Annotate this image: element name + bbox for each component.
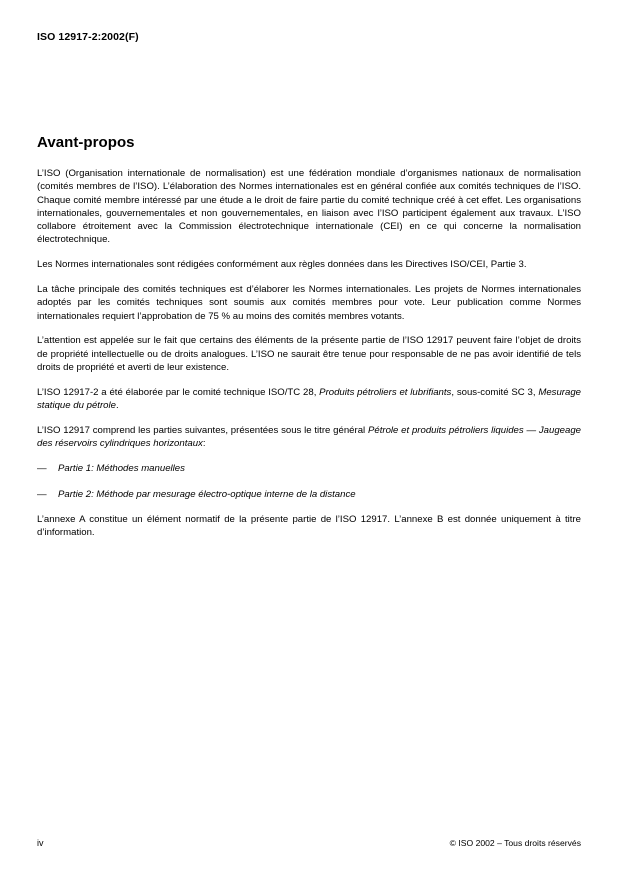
general-title: Pétrole et produits pétroliers liquides — Jaugeage des réservoirs cylindriques horizontaux <box>37 424 581 450</box>
paragraph-patent-rights: L’attention est appelée sur le fait que certains des éléments de la présente partie de l’ISO 12917 peuvent faire l’objet de droits de propriété intellectuelle ou de droits analogues. L’ISO ne saurait être tenue pour responsable de ne pas avoir identifié de tels droits de propriété et averti de leur existence. <box>37 335 581 374</box>
em-dash-marker: — <box>37 463 47 475</box>
paragraph-iso-description: L’ISO (Organisation internationale de normalisation) est une fédération mondiale d’organismes nationaux de normalisation (comités membres de l’ISO). L’élaboration des Normes internationales est en général confiée aux comités techniques de l’ISO. Chaque comité membre intéressé par une étude a le droit de faire partie du comité technique créé à cet effet. Les organisations internationales, gouvernementales et non gouvernementales, en liaison avec l’ISO participent également aux travaux. L’ISO collabore étroitement avec la Commission électrotechnique internationale (CEI) en ce qui concerne la normalisation électrotechnique. <box>37 168 581 246</box>
committee-middle-text: , sous-comité SC 3, <box>451 386 539 398</box>
committee-title: Produits pétroliers et lubrifiants <box>319 386 452 398</box>
list-item <box>37 488 581 501</box>
committee-tail-text: . <box>115 400 119 412</box>
footer-copyright: © ISO 2002 – Tous droits réservés <box>449 838 581 848</box>
list-item-label: Partie 2: Méthode par mesurage électro-optique interne de la distance <box>58 489 356 501</box>
page-title: Avant-propos <box>37 134 135 151</box>
paragraph-parts-intro <box>37 424 581 451</box>
list-item-label: Partie 1: Méthodes manuelles <box>58 463 185 475</box>
parts-intro-lead-text: L’ISO 12917 comprend les parties suivantes, présentées sous le titre général <box>37 424 368 436</box>
parts-intro-tail-text: : <box>202 438 206 450</box>
page-content <box>37 134 581 540</box>
committee-lead-text: L’ISO 12917-2 a été élaborée par le comité technique ISO/TC 28, <box>37 386 320 398</box>
footer-page-number: iv <box>37 838 44 848</box>
subcommittee-title: Mesurage statique du pétrole <box>37 386 581 412</box>
running-head: ISO 12917-2:2002(F) <box>37 31 139 43</box>
list-item <box>37 462 581 475</box>
paragraph-annexes: L’annexe A constitue un élément normatif de la présente partie de l’ISO 12917. L’annexe B est donnée uniquement à titre d’information. <box>37 514 581 539</box>
em-dash-marker: — <box>37 489 47 501</box>
paragraph-committee <box>37 386 581 413</box>
paragraph-voting: La tâche principale des comités techniques est d’élaborer les Normes internationales. Les projets de Normes internationales adoptés par les comités techniques sont soumis aux comités membres pour vote. Leur publication comme Normes internationales requiert l’approbation de 75 % au moins des comités membres votants. <box>37 284 581 322</box>
parts-list <box>37 462 581 502</box>
paragraph-directives: Les Normes internationales sont rédigées conformément aux règles données dans les Directives ISO/CEI, Partie 3. <box>37 259 527 271</box>
page-footer <box>37 838 581 848</box>
